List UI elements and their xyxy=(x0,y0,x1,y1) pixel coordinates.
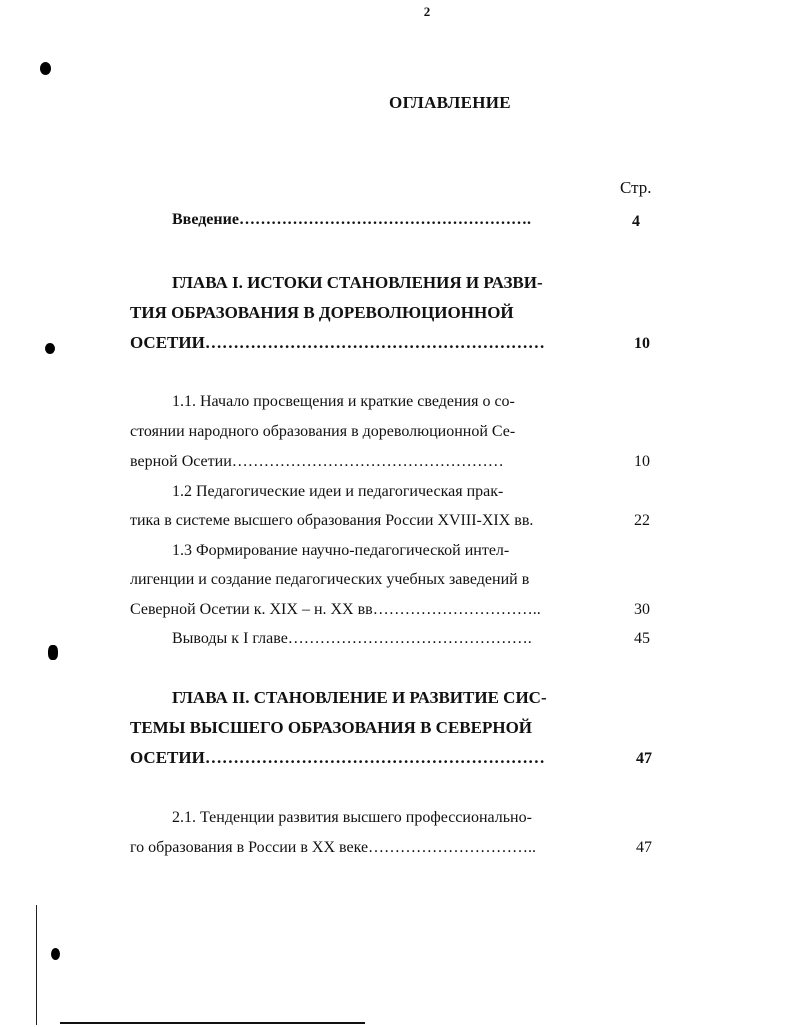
toc-s21-line2: го образования в России в XX веке………………………….. xyxy=(130,839,537,856)
toc-page-s13: 30 xyxy=(634,601,650,618)
toc-s13-line3: Северной Осетии к. XIX – н. XX вв………………………….. xyxy=(130,601,541,618)
page-number: 2 xyxy=(423,4,431,19)
toc-chapter1-line2: ТИЯ ОБРАЗОВАНИЯ В ДОРЕВОЛЮЦИОННОЙ xyxy=(130,303,514,322)
toc-page-chapter1: 10 xyxy=(634,335,650,352)
toc-chapter1-line1: ГЛАВА I. ИСТОКИ СТАНОВЛЕНИЯ И РАЗВИ- xyxy=(172,273,543,292)
toc-conclusions1: Выводы к I главе………………………………………. xyxy=(172,630,532,647)
scan-edge-line xyxy=(36,905,37,1025)
toc-s11-line1: 1.1. Начало просвещения и краткие сведения о со- xyxy=(172,393,515,410)
toc-chapter2-line1: ГЛАВА II. СТАНОВЛЕНИЕ И РАЗВИТИЕ СИС- xyxy=(172,688,547,707)
toc-s11-line2: стоянии народного образования в дореволюционной Се- xyxy=(130,423,516,440)
toc-page-conclusions1: 45 xyxy=(634,630,650,647)
scan-mark xyxy=(51,948,60,960)
scan-edge-line xyxy=(60,1022,365,1024)
toc-s12-line1: 1.2 Педагогические идеи и педагогическая прак- xyxy=(172,483,504,500)
toc-chapter2-line2: ТЕМЫ ВЫСШЕГО ОБРАЗОВАНИЯ В СЕВЕРНОЙ xyxy=(130,718,533,737)
toc-s12-line2: тика в системе высшего образования России XVIII-XIX вв. xyxy=(130,512,534,529)
scan-mark xyxy=(45,343,55,354)
toc-page-s21: 47 xyxy=(636,839,652,856)
page-title: ОГЛАВЛЕНИЕ xyxy=(389,93,511,112)
toc-page-s11: 10 xyxy=(634,453,650,470)
toc-page-chapter2: 47 xyxy=(636,750,652,767)
scan-mark xyxy=(48,645,58,660)
toc-s13-line2: лигенции и создание педагогических учебных заведений в xyxy=(130,571,530,588)
toc-s11-line3: верной Осетии…………………………………………… xyxy=(130,453,504,470)
toc-page-s12: 22 xyxy=(634,512,650,529)
scan-mark xyxy=(40,62,51,75)
page-column-header: Стр. xyxy=(620,178,652,197)
toc-s13-line1: 1.3 Формирование научно-педагогической интел- xyxy=(172,542,510,559)
toc-page-introduction: 4 xyxy=(632,213,640,230)
toc-s21-line1: 2.1. Тенденции развития высшего профессионально- xyxy=(172,809,532,826)
toc-chapter2-line3: ОСЕТИИ…………………………………………………… xyxy=(130,748,545,767)
toc-entry-introduction: Введение………………………………………………. xyxy=(172,211,531,228)
toc-chapter1-line3: ОСЕТИИ…………………………………………………… xyxy=(130,333,545,352)
